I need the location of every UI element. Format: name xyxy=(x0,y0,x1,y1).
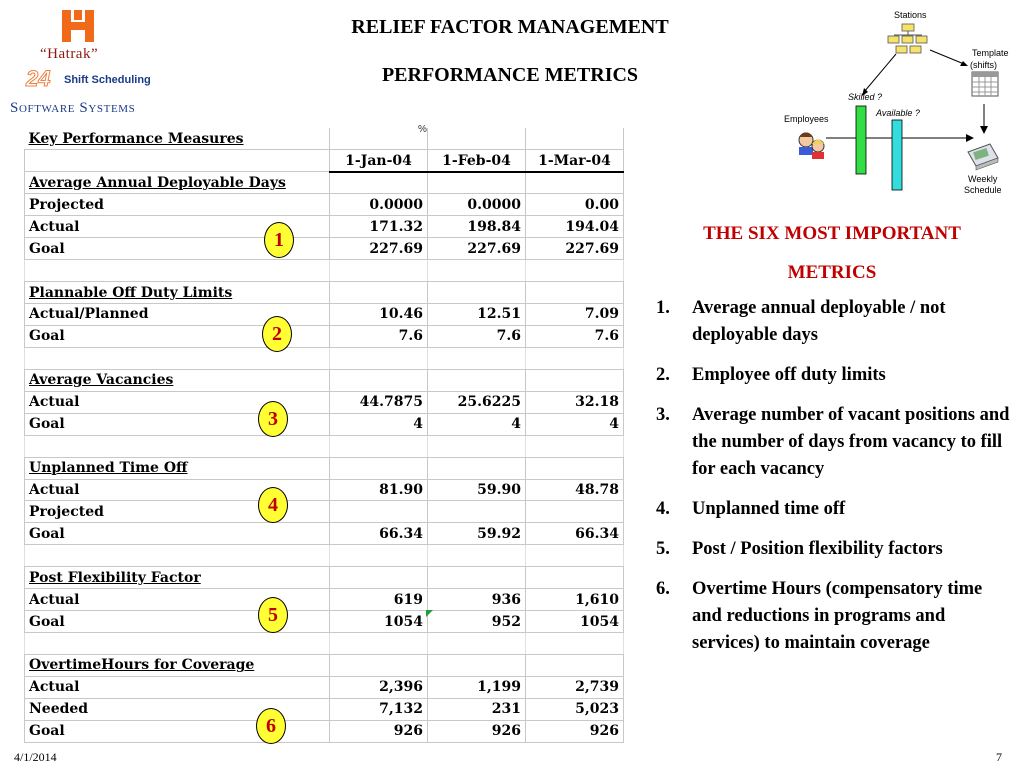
section-label: Post Flexibility Factor xyxy=(25,567,330,589)
value-cell: 1054 xyxy=(526,611,624,633)
row-label: Actual xyxy=(25,216,330,238)
badge-3: 3 xyxy=(258,401,288,437)
section-row xyxy=(25,567,624,589)
value-cell xyxy=(428,501,526,523)
value-cell: 4 xyxy=(428,413,526,435)
performance-table xyxy=(24,128,624,743)
row-label: Goal xyxy=(25,238,330,260)
header-empty-cell xyxy=(526,128,624,150)
blank-row xyxy=(25,435,624,457)
value-cell: 59.92 xyxy=(428,523,526,545)
value-cell: 7.6 xyxy=(428,325,526,347)
company-logo xyxy=(8,8,168,120)
value-cell xyxy=(330,501,428,523)
metric-text: Post / Position flexibility factors xyxy=(692,539,943,559)
badge-4: 4 xyxy=(258,487,288,523)
skilled-label: Skilled ? xyxy=(848,92,883,102)
value-cell xyxy=(428,457,526,479)
value-cell: 231 xyxy=(428,698,526,720)
date-header: 1-Jan-04 xyxy=(330,150,428,172)
value-cell xyxy=(526,172,624,194)
value-cell: 926 xyxy=(526,720,624,742)
employees-label: Employees xyxy=(784,114,829,124)
list-item xyxy=(656,295,1016,349)
value-cell xyxy=(526,457,624,479)
slide-subtitle: PERFORMANCE METRICS xyxy=(381,64,639,86)
value-cell xyxy=(330,435,428,457)
list-item xyxy=(656,536,1016,563)
logo-company-name: Software Systems xyxy=(10,100,136,116)
value-cell: 171.32 xyxy=(330,216,428,238)
row-label xyxy=(25,545,330,567)
row-label: Actual xyxy=(25,479,330,501)
value-cell xyxy=(526,567,624,589)
value-cell: 1054 xyxy=(330,611,428,633)
value-cell: 926 xyxy=(428,720,526,742)
table-row xyxy=(25,216,624,238)
value-cell: 48.78 xyxy=(526,479,624,501)
value-cell xyxy=(526,545,624,567)
section-row xyxy=(25,369,624,391)
blank-row xyxy=(25,633,624,655)
value-cell xyxy=(330,282,428,304)
row-label: Goal xyxy=(25,720,330,742)
metric-number: 5. xyxy=(656,539,670,559)
template-calendar-icon xyxy=(972,72,998,96)
blank-row xyxy=(25,260,624,282)
value-cell xyxy=(526,369,624,391)
value-cell xyxy=(526,347,624,369)
metric-number: 2. xyxy=(656,365,670,385)
value-cell xyxy=(428,567,526,589)
date-header: 1-Mar-04 xyxy=(526,150,624,172)
available-filter-bar xyxy=(892,120,902,190)
value-cell: 7.6 xyxy=(526,325,624,347)
value-cell: 0.0000 xyxy=(428,194,526,216)
value-cell: 10.46 xyxy=(330,304,428,326)
value-cell: 44.7875 xyxy=(330,391,428,413)
value-cell: 66.34 xyxy=(526,523,624,545)
section-row xyxy=(25,172,624,194)
row-label: Actual xyxy=(25,589,330,611)
row-label: Projected xyxy=(25,194,330,216)
section-label: Average Vacancies xyxy=(25,369,330,391)
value-cell: 227.69 xyxy=(526,238,624,260)
table-row xyxy=(25,238,624,260)
header-empty-cell xyxy=(330,128,428,150)
value-cell xyxy=(526,282,624,304)
row-label: Needed xyxy=(25,698,330,720)
list-item xyxy=(656,402,1016,483)
table-dates-row xyxy=(25,150,624,172)
row-label: Goal xyxy=(25,325,330,347)
value-cell xyxy=(330,172,428,194)
value-cell: 952 xyxy=(428,611,526,633)
row-label xyxy=(25,633,330,655)
value-cell: 7,132 xyxy=(330,698,428,720)
table-row xyxy=(25,304,624,326)
value-cell: 936 xyxy=(428,589,526,611)
value-cell xyxy=(526,633,624,655)
logo-24-badge: 24 xyxy=(26,66,51,91)
section-label: OvertimeHours for Coverage xyxy=(25,655,330,677)
value-cell: 4 xyxy=(526,413,624,435)
value-cell xyxy=(526,501,624,523)
list-item xyxy=(656,362,1016,389)
value-cell: 926 xyxy=(330,720,428,742)
logo-brand-text: “Hatrak” xyxy=(40,46,99,62)
percent-mark: % xyxy=(418,124,427,135)
badge-6: 6 xyxy=(256,708,286,744)
metric-text: Unplanned time off xyxy=(692,499,846,519)
metrics-heading-line2: METRICS xyxy=(787,262,877,283)
value-cell: 227.69 xyxy=(428,238,526,260)
value-cell xyxy=(330,347,428,369)
value-cell: 1,610 xyxy=(526,589,624,611)
section-row xyxy=(25,655,624,677)
value-cell xyxy=(330,633,428,655)
hatrak-h-icon xyxy=(60,8,96,44)
table-row xyxy=(25,194,624,216)
badge-2: 2 xyxy=(262,316,292,352)
value-cell: 4 xyxy=(330,413,428,435)
schedule-label: Schedule xyxy=(964,185,1002,195)
row-label: Goal xyxy=(25,523,330,545)
weekly-label: Weekly xyxy=(968,174,998,184)
weekly-schedule-icon xyxy=(968,144,998,170)
section-row xyxy=(25,282,624,304)
value-cell xyxy=(428,282,526,304)
section-label: Plannable Off Duty Limits xyxy=(25,282,330,304)
list-item xyxy=(656,576,1016,657)
value-cell: 0.00 xyxy=(526,194,624,216)
available-label: Available ? xyxy=(876,108,920,118)
value-cell xyxy=(526,260,624,282)
employees-icon xyxy=(799,133,824,160)
value-cell: 1,199 xyxy=(428,676,526,698)
footer-page-number: 7 xyxy=(996,750,1002,764)
row-label: Actual xyxy=(25,676,330,698)
metric-number: 1. xyxy=(656,298,670,318)
row-label xyxy=(25,347,330,369)
value-cell xyxy=(330,545,428,567)
value-cell: 5,023 xyxy=(526,698,624,720)
badge-1: 1 xyxy=(264,222,294,258)
table-row xyxy=(25,413,624,435)
scheduling-diagram xyxy=(780,6,1016,200)
slide-title: RELIEF FACTOR MANAGEMENT xyxy=(351,16,669,38)
table-row xyxy=(25,523,624,545)
value-cell xyxy=(428,633,526,655)
template-sublabel: (shifts) xyxy=(970,60,997,70)
metric-number: 3. xyxy=(656,405,670,425)
diagram-graphics xyxy=(780,6,1016,200)
metric-text: Employee off duty limits xyxy=(692,365,886,385)
row-label xyxy=(25,435,330,457)
value-cell xyxy=(428,260,526,282)
metric-text: Average annual deployable / not deployable days xyxy=(692,298,946,345)
value-cell xyxy=(428,347,526,369)
table-row xyxy=(25,479,624,501)
value-cell: 227.69 xyxy=(330,238,428,260)
dates-empty-cell xyxy=(25,150,330,172)
blank-row xyxy=(25,545,624,567)
value-cell xyxy=(330,457,428,479)
table-row xyxy=(25,720,624,742)
value-cell: 32.18 xyxy=(526,391,624,413)
logo-tagline: Shift Scheduling xyxy=(64,74,151,86)
skilled-filter-bar xyxy=(856,106,866,174)
metrics-heading xyxy=(660,214,1004,292)
table-row xyxy=(25,501,624,523)
value-cell xyxy=(428,435,526,457)
value-cell: 66.34 xyxy=(330,523,428,545)
cell-comment-marker xyxy=(426,610,433,617)
table-row xyxy=(25,325,624,347)
value-cell: 194.04 xyxy=(526,216,624,238)
value-cell: 619 xyxy=(330,589,428,611)
stations-label: Stations xyxy=(894,10,927,20)
header-empty-cell xyxy=(428,128,526,150)
row-label: Actual xyxy=(25,391,330,413)
value-cell xyxy=(330,655,428,677)
section-label: Unplanned Time Off xyxy=(25,457,330,479)
value-cell xyxy=(330,567,428,589)
value-cell xyxy=(526,655,624,677)
table-row xyxy=(25,698,624,720)
value-cell: 12.51 xyxy=(428,304,526,326)
value-cell: 59.90 xyxy=(428,479,526,501)
stations-icon xyxy=(888,24,927,53)
value-cell: 0.0000 xyxy=(330,194,428,216)
value-cell xyxy=(330,369,428,391)
table-row xyxy=(25,611,624,633)
table-header-label: Key Performance Measures xyxy=(25,128,330,150)
value-cell: 2,739 xyxy=(526,676,624,698)
row-label xyxy=(25,260,330,282)
list-item xyxy=(656,496,1016,523)
table-row xyxy=(25,676,624,698)
metric-text: Overtime Hours (compensatory time and reductions in programs and services) to maintain coverage xyxy=(692,579,983,653)
row-label: Projected xyxy=(25,501,330,523)
value-cell: 7.09 xyxy=(526,304,624,326)
value-cell xyxy=(428,369,526,391)
value-cell xyxy=(428,172,526,194)
section-row xyxy=(25,457,624,479)
metric-number: 4. xyxy=(656,499,670,519)
table-row xyxy=(25,391,624,413)
value-cell xyxy=(428,655,526,677)
metrics-list xyxy=(656,295,1016,670)
metric-number: 6. xyxy=(656,579,670,599)
template-label: Template xyxy=(972,48,1009,58)
value-cell xyxy=(526,435,624,457)
section-label: Average Annual Deployable Days xyxy=(25,172,330,194)
value-cell: 2,396 xyxy=(330,676,428,698)
value-cell: 7.6 xyxy=(330,325,428,347)
date-header: 1-Feb-04 xyxy=(428,150,526,172)
value-cell xyxy=(428,545,526,567)
metric-text: Average number of vacant positions and the number of days from vacancy to fill for each vacancy xyxy=(692,405,1010,479)
value-cell: 25.6225 xyxy=(428,391,526,413)
table-row xyxy=(25,589,624,611)
value-cell: 198.84 xyxy=(428,216,526,238)
row-label: Actual/Planned xyxy=(25,304,330,326)
row-label: Goal xyxy=(25,413,330,435)
row-label: Goal xyxy=(25,611,330,633)
value-cell: 81.90 xyxy=(330,479,428,501)
blank-row xyxy=(25,347,624,369)
value-cell xyxy=(330,260,428,282)
table-header-row xyxy=(25,128,624,150)
footer-date: 4/1/2014 xyxy=(14,750,57,764)
badge-5: 5 xyxy=(258,597,288,633)
metrics-heading-line1: THE SIX MOST IMPORTANT xyxy=(703,223,961,244)
